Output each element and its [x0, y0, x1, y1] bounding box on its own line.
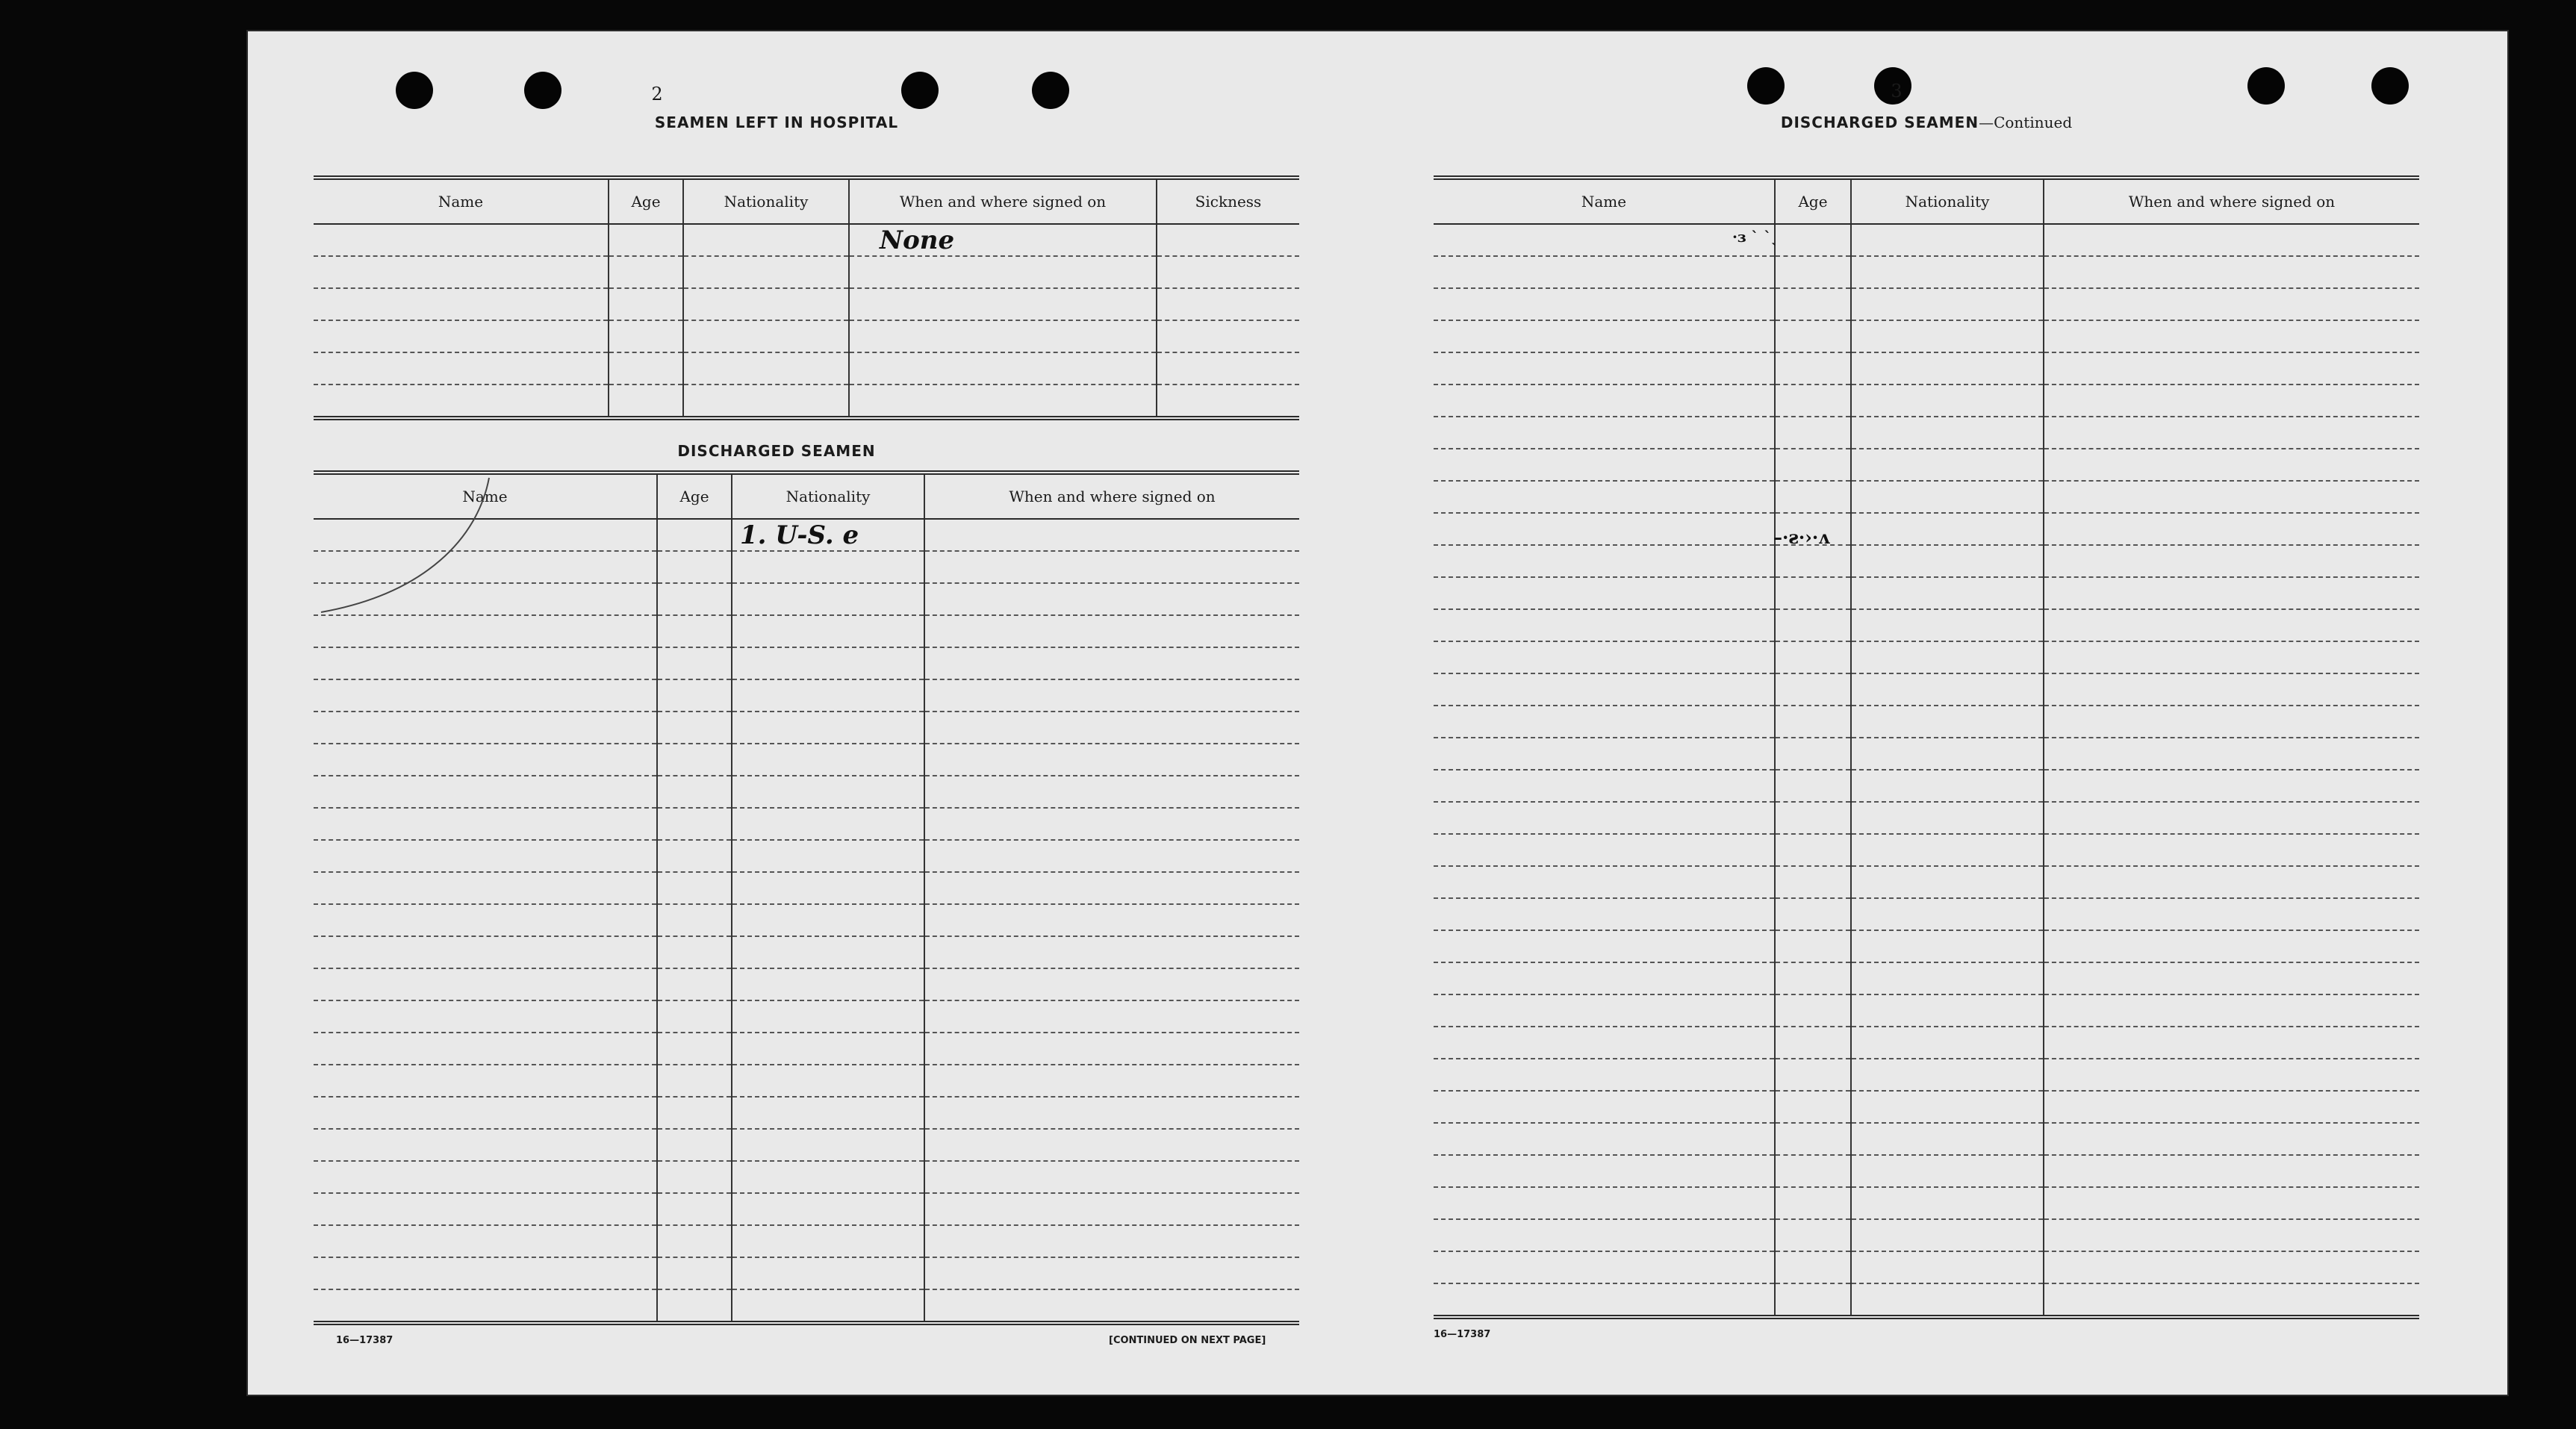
table-row	[1434, 1091, 2419, 1123]
discharged-title-main: DISCHARGED SEAMEN	[1780, 113, 1979, 131]
table-row	[1434, 385, 2419, 417]
col-header-signed-on: When and where signed on	[924, 473, 1299, 519]
hospital-section-title: SEAMEN LEFT IN HOSPITAL	[654, 113, 899, 131]
handwritten-entry: None	[849, 224, 1157, 256]
table-row	[314, 1257, 1299, 1289]
table-row	[1434, 224, 2419, 256]
table-row	[1434, 738, 2419, 770]
col-header-signed-on: When and where signed on	[849, 178, 1157, 224]
table-row	[1434, 834, 2419, 866]
table-row	[1434, 1123, 2419, 1155]
ink-marks: ·ɜ ˋ ˋˎ	[1732, 228, 1776, 246]
form-number: 16—17387	[336, 1335, 393, 1346]
hospital-table	[314, 175, 1299, 420]
table-row	[1434, 898, 2419, 930]
discharged-continued-title	[1434, 113, 2419, 131]
table-row	[1434, 1059, 2419, 1091]
table-row	[314, 904, 1299, 936]
table-row	[1434, 994, 2419, 1027]
left-page	[314, 30, 1307, 1396]
col-header-age: Age	[1775, 178, 1851, 224]
col-header-name: Name	[1434, 178, 1775, 224]
table-row	[1434, 930, 2419, 962]
table-row	[314, 385, 1299, 418]
table-row	[1434, 256, 2419, 288]
col-header-nationality: Nationality	[732, 473, 924, 519]
ink-marks: –·ƨ·›·ʌ	[1773, 526, 1830, 548]
table-row	[1434, 1027, 2419, 1059]
table-row	[314, 1000, 1299, 1033]
table-row	[1434, 288, 2419, 320]
col-header-age: Age	[657, 473, 732, 519]
table-row	[314, 1129, 1299, 1161]
table-row	[1434, 417, 2419, 449]
col-header-name: Name	[314, 473, 657, 519]
table-row	[314, 256, 1299, 288]
table-row	[314, 808, 1299, 840]
table-row	[314, 647, 1299, 679]
table-row	[1434, 577, 2419, 609]
continued-note: [CONTINUED ON NEXT PAGE]	[1109, 1335, 1266, 1346]
table-row	[314, 288, 1299, 320]
table-row	[314, 968, 1299, 1000]
table-row	[1434, 770, 2419, 802]
table-row	[314, 352, 1299, 385]
table-row	[314, 744, 1299, 776]
table-row	[314, 224, 1299, 256]
ledger-sheet	[246, 30, 2509, 1396]
table-row	[1434, 1155, 2419, 1187]
table-row	[314, 776, 1299, 808]
col-header-nationality: Nationality	[1851, 178, 2044, 224]
table-row	[314, 872, 1299, 904]
table-row	[314, 1289, 1299, 1323]
table-row	[314, 1193, 1299, 1225]
table-row	[314, 1097, 1299, 1129]
right-page	[1434, 30, 2427, 1396]
table-row	[1434, 481, 2419, 513]
page-number: 3	[1891, 81, 1903, 102]
table-row	[1434, 352, 2419, 385]
table-row	[1434, 449, 2419, 481]
table-row	[1434, 320, 2419, 352]
table-row	[1434, 609, 2419, 641]
table-row	[1434, 1283, 2419, 1317]
table-row	[314, 712, 1299, 744]
col-header-nationality: Nationality	[683, 178, 849, 224]
table-row	[314, 320, 1299, 352]
col-header-name: Name	[314, 178, 609, 224]
table-row	[1434, 673, 2419, 706]
table-row	[1434, 802, 2419, 834]
handwritten-entry: 1. U-S. e	[732, 519, 924, 551]
discharged-section-title: DISCHARGED SEAMEN	[677, 442, 876, 460]
table-row	[1434, 1251, 2419, 1283]
discharged-continued-table	[1434, 175, 2419, 1319]
table-row	[1434, 1187, 2419, 1219]
col-header-sickness: Sickness	[1157, 178, 1299, 224]
table-row	[314, 679, 1299, 712]
table-row	[1434, 706, 2419, 738]
table-row	[314, 1065, 1299, 1097]
pencil-stroke	[306, 455, 500, 635]
table-row	[314, 1225, 1299, 1257]
form-number: 16—17387	[1434, 1329, 1491, 1340]
table-row	[1434, 545, 2419, 577]
col-header-age: Age	[609, 178, 683, 224]
table-row	[1434, 641, 2419, 673]
table-row	[314, 936, 1299, 968]
table-row	[314, 1161, 1299, 1193]
table-row	[314, 1033, 1299, 1065]
continued-label: —Continued	[1979, 113, 2073, 131]
table-row	[1434, 1219, 2419, 1251]
page-number: 2	[651, 84, 663, 105]
table-row	[1434, 962, 2419, 994]
table-row	[1434, 513, 2419, 545]
table-row	[1434, 866, 2419, 898]
table-row	[314, 840, 1299, 872]
col-header-signed-on: When and where signed on	[2044, 178, 2419, 224]
